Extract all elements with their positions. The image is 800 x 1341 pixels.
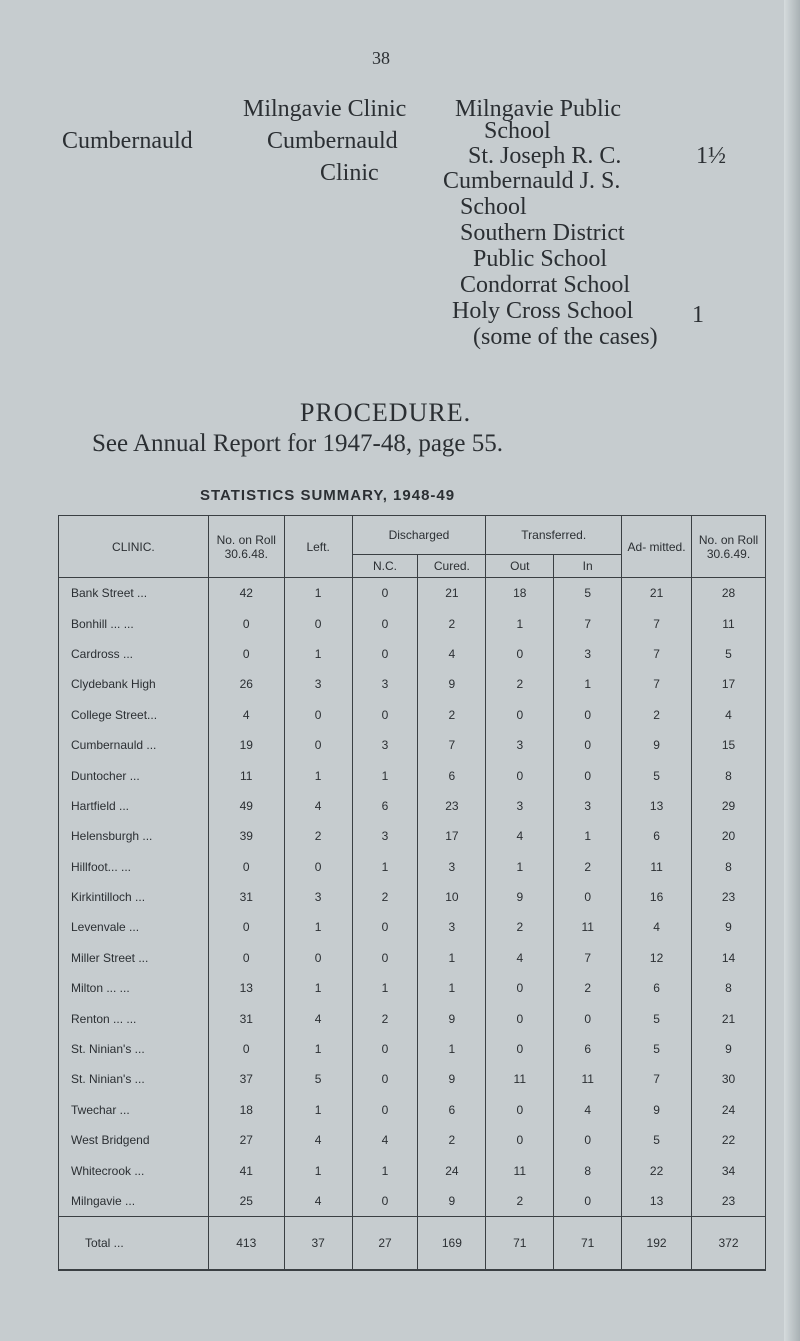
- table-cell: 22: [692, 1125, 766, 1155]
- table-cell: 7: [622, 669, 692, 699]
- table-cell: 28: [692, 578, 766, 609]
- table-row: [59, 1003, 766, 1033]
- text-col4: 1½: [696, 143, 726, 169]
- table-cell: 31: [208, 1003, 284, 1033]
- text-col3: St. Joseph R. C.: [468, 143, 622, 169]
- total-label-cell: Total ...: [59, 1217, 209, 1271]
- table-cell: 2: [554, 852, 622, 882]
- table-cell: 0: [554, 730, 622, 760]
- header-admitted: Ad- mitted.: [622, 516, 692, 578]
- text-col3: (some of the cases): [473, 324, 658, 350]
- table-cell: 30: [692, 1064, 766, 1094]
- table-cell: 21: [622, 578, 692, 609]
- table-cell: 23: [692, 1186, 766, 1217]
- table-cell: 0: [284, 943, 352, 973]
- table-cell: 23: [418, 791, 486, 821]
- table-cell: 0: [352, 912, 418, 942]
- table-cell: 7: [554, 608, 622, 638]
- table-cell: 6: [622, 821, 692, 851]
- table-cell: 23: [692, 882, 766, 912]
- text-col3: Public School: [473, 246, 608, 272]
- table-row: [59, 669, 766, 699]
- statistics-table: [58, 515, 766, 1271]
- table-cell: 0: [352, 1064, 418, 1094]
- table-cell: 1: [486, 608, 554, 638]
- table-cell: 0: [208, 852, 284, 882]
- table-cell: 15: [692, 730, 766, 760]
- table-cell: 9: [418, 1186, 486, 1217]
- table-cell: 4: [284, 1125, 352, 1155]
- table-cell: 20: [692, 821, 766, 851]
- page-edge: [784, 0, 800, 1341]
- table-cell: 11: [486, 1155, 554, 1185]
- table-cell: 3: [486, 730, 554, 760]
- text-col2: Milngavie Clinic: [243, 96, 407, 122]
- text-col2: Clinic: [320, 160, 379, 186]
- table-row: [59, 1125, 766, 1155]
- table-row: [59, 1095, 766, 1125]
- table-row: [59, 700, 766, 730]
- table-cell: 9: [692, 1034, 766, 1064]
- table-cell: 0: [554, 1186, 622, 1217]
- table-cell: 9: [418, 1003, 486, 1033]
- table-row: [59, 821, 766, 851]
- table-cell: 8: [692, 760, 766, 790]
- table-row: [59, 578, 766, 609]
- total-cell: 372: [692, 1217, 766, 1271]
- text-col2: Cumbernauld: [267, 128, 398, 154]
- table-cell: 3: [554, 639, 622, 669]
- table-cell: 0: [554, 700, 622, 730]
- table-cell: 3: [352, 669, 418, 699]
- table-cell: 4: [692, 700, 766, 730]
- table-cell: 4: [284, 1186, 352, 1217]
- table-cell: 2: [554, 973, 622, 1003]
- table-cell: 2: [486, 1186, 554, 1217]
- table-cell: 6: [554, 1034, 622, 1064]
- clinic-name-cell: College Street...: [59, 700, 209, 730]
- clinic-name-cell: Hartfield ...: [59, 791, 209, 821]
- table-cell: 0: [352, 639, 418, 669]
- table-cell: 11: [486, 1064, 554, 1094]
- table-row: [59, 730, 766, 760]
- table-cell: 0: [208, 639, 284, 669]
- table-cell: 18: [486, 578, 554, 609]
- table-cell: 0: [284, 730, 352, 760]
- header-left: Left.: [284, 516, 352, 578]
- table-cell: 5: [622, 1003, 692, 1033]
- header-discharged: Discharged: [352, 516, 486, 555]
- table-cell: 0: [554, 760, 622, 790]
- header-in: In: [554, 555, 622, 578]
- table-cell: 4: [352, 1125, 418, 1155]
- header-transferred: Transferred.: [486, 516, 622, 555]
- table-cell: 11: [554, 1064, 622, 1094]
- table-cell: 2: [418, 700, 486, 730]
- table-cell: 4: [554, 1095, 622, 1125]
- table-cell: 1: [418, 1034, 486, 1064]
- table-row: [59, 973, 766, 1003]
- clinic-name-cell: Levenvale ...: [59, 912, 209, 942]
- table-cell: 22: [622, 1155, 692, 1185]
- text-col4: 1: [692, 302, 704, 328]
- table-cell: 1: [418, 943, 486, 973]
- table-cell: 4: [486, 943, 554, 973]
- table-cell: 7: [418, 730, 486, 760]
- total-cell: 27: [352, 1217, 418, 1271]
- clinic-name-cell: Kirkintilloch ...: [59, 882, 209, 912]
- table-cell: 25: [208, 1186, 284, 1217]
- clinic-name-cell: Bonhill ... ...: [59, 608, 209, 638]
- table-cell: 0: [486, 700, 554, 730]
- table-cell: 0: [486, 1095, 554, 1125]
- table-cell: 1: [554, 669, 622, 699]
- table-cell: 0: [486, 1125, 554, 1155]
- table-cell: 5: [284, 1064, 352, 1094]
- table-row: [59, 1155, 766, 1185]
- clinic-name-cell: Bank Street ...: [59, 578, 209, 609]
- text-col3: Condorrat School: [460, 272, 630, 298]
- table-cell: 3: [284, 669, 352, 699]
- total-cell: 71: [554, 1217, 622, 1271]
- text-col3: School: [460, 194, 527, 220]
- table-cell: 3: [418, 852, 486, 882]
- table-cell: 3: [284, 882, 352, 912]
- table-cell: 9: [418, 1064, 486, 1094]
- clinic-name-cell: St. Ninian's ...: [59, 1064, 209, 1094]
- table-cell: 5: [692, 639, 766, 669]
- table-cell: 3: [486, 791, 554, 821]
- table-cell: 0: [352, 943, 418, 973]
- table-cell: 0: [352, 1186, 418, 1217]
- table-cell: 2: [352, 1003, 418, 1033]
- text-col3: School: [484, 118, 551, 144]
- table-cell: 0: [554, 1125, 622, 1155]
- table-cell: 21: [692, 1003, 766, 1033]
- table-cell: 11: [622, 852, 692, 882]
- table-cell: 37: [208, 1064, 284, 1094]
- table-row: [59, 1034, 766, 1064]
- table-cell: 7: [622, 608, 692, 638]
- clinic-name-cell: St. Ninian's ...: [59, 1034, 209, 1064]
- table-cell: 1: [418, 973, 486, 1003]
- header-out: Out: [486, 555, 554, 578]
- table-cell: 0: [284, 852, 352, 882]
- table-cell: 9: [692, 912, 766, 942]
- table-cell: 0: [352, 608, 418, 638]
- table-cell: 11: [692, 608, 766, 638]
- table-cell: 0: [208, 943, 284, 973]
- table-cell: 11: [208, 760, 284, 790]
- table-cell: 5: [554, 578, 622, 609]
- table-cell: 3: [418, 912, 486, 942]
- table-row: [59, 1186, 766, 1217]
- text-col1: Cumbernauld: [62, 128, 193, 154]
- table-cell: 6: [352, 791, 418, 821]
- clinic-name-cell: Cumbernauld ...: [59, 730, 209, 760]
- table-cell: 2: [284, 821, 352, 851]
- clinic-name-cell: Twechar ...: [59, 1095, 209, 1125]
- table-cell: 5: [622, 1034, 692, 1064]
- table-cell: 0: [486, 1003, 554, 1033]
- table-cell: 1: [284, 1095, 352, 1125]
- total-cell: 71: [486, 1217, 554, 1271]
- header-roll-start: No. on Roll 30.6.48.: [208, 516, 284, 578]
- table-cell: 24: [692, 1095, 766, 1125]
- table-cell: 0: [486, 1034, 554, 1064]
- table-cell: 0: [208, 1034, 284, 1064]
- table-cell: 29: [692, 791, 766, 821]
- clinic-name-cell: Milngavie ...: [59, 1186, 209, 1217]
- table-cell: 1: [352, 973, 418, 1003]
- table-cell: 5: [622, 760, 692, 790]
- table-cell: 1: [284, 1034, 352, 1064]
- table-cell: 16: [622, 882, 692, 912]
- table-cell: 0: [352, 1034, 418, 1064]
- table-cell: 27: [208, 1125, 284, 1155]
- table-cell: 0: [284, 700, 352, 730]
- table-cell: 3: [554, 791, 622, 821]
- table-cell: 21: [418, 578, 486, 609]
- table-cell: 17: [692, 669, 766, 699]
- table-cell: 4: [418, 639, 486, 669]
- text-col3: Holy Cross School: [452, 298, 634, 324]
- total-cell: 413: [208, 1217, 284, 1271]
- table-cell: 2: [352, 882, 418, 912]
- table-row: [59, 608, 766, 638]
- table-cell: 6: [418, 760, 486, 790]
- table-cell: 17: [418, 821, 486, 851]
- table-cell: 0: [208, 608, 284, 638]
- table-cell: 9: [622, 1095, 692, 1125]
- total-cell: 169: [418, 1217, 486, 1271]
- text-col3: Milngavie Public: [455, 96, 621, 122]
- table-cell: 0: [554, 1003, 622, 1033]
- clinic-name-cell: Whitecrook ...: [59, 1155, 209, 1185]
- stats-title: STATISTICS SUMMARY, 1948-49: [200, 487, 456, 504]
- table-cell: 1: [352, 1155, 418, 1185]
- table-cell: 4: [622, 912, 692, 942]
- clinic-name-cell: Hillfoot... ...: [59, 852, 209, 882]
- table-cell: 0: [352, 1095, 418, 1125]
- table-cell: 0: [352, 578, 418, 609]
- table-cell: 41: [208, 1155, 284, 1185]
- table-cell: 1: [352, 760, 418, 790]
- table-cell: 4: [486, 821, 554, 851]
- header-clinic: CLINIC.: [59, 516, 209, 578]
- table-cell: 8: [554, 1155, 622, 1185]
- total-cell: 192: [622, 1217, 692, 1271]
- table-cell: 7: [554, 943, 622, 973]
- table-cell: 9: [486, 882, 554, 912]
- table-cell: 19: [208, 730, 284, 760]
- table-cell: 34: [692, 1155, 766, 1185]
- table-cell: 11: [554, 912, 622, 942]
- table-cell: 8: [692, 973, 766, 1003]
- text-col3: Southern District: [460, 220, 625, 246]
- clinic-name-cell: Miller Street ...: [59, 943, 209, 973]
- table-cell: 10: [418, 882, 486, 912]
- table-cell: 26: [208, 669, 284, 699]
- table-row: [59, 912, 766, 942]
- table-cell: 14: [692, 943, 766, 973]
- table-cell: 0: [208, 912, 284, 942]
- header-nc: N.C.: [352, 555, 418, 578]
- table-cell: 0: [284, 608, 352, 638]
- table-cell: 12: [622, 943, 692, 973]
- table-row: [59, 943, 766, 973]
- table-cell: 4: [284, 791, 352, 821]
- clinic-name-cell: Duntocher ...: [59, 760, 209, 790]
- table-cell: 13: [622, 1186, 692, 1217]
- table-row: [59, 639, 766, 669]
- table-cell: 3: [352, 730, 418, 760]
- clinic-name-cell: West Bridgend: [59, 1125, 209, 1155]
- header-roll-end: No. on Roll 30.6.49.: [692, 516, 766, 578]
- table-cell: 24: [418, 1155, 486, 1185]
- table-cell: 13: [208, 973, 284, 1003]
- total-row: [59, 1217, 766, 1271]
- header-cured: Cured.: [418, 555, 486, 578]
- table-cell: 1: [352, 852, 418, 882]
- clinic-name-cell: Helensburgh ...: [59, 821, 209, 851]
- clinic-name-cell: Milton ... ...: [59, 973, 209, 1003]
- table-cell: 0: [486, 973, 554, 1003]
- table-row: [59, 882, 766, 912]
- clinic-name-cell: Cardross ...: [59, 639, 209, 669]
- table-row: [59, 852, 766, 882]
- table-cell: 2: [486, 912, 554, 942]
- table-cell: 7: [622, 1064, 692, 1094]
- table-row: [59, 1064, 766, 1094]
- table-cell: 1: [284, 639, 352, 669]
- table-cell: 1: [284, 912, 352, 942]
- table-cell: 0: [554, 882, 622, 912]
- table-cell: 6: [418, 1095, 486, 1125]
- table-cell: 13: [622, 791, 692, 821]
- table-cell: 5: [622, 1125, 692, 1155]
- table-cell: 39: [208, 821, 284, 851]
- table-cell: 0: [352, 700, 418, 730]
- text-col3: Cumbernauld J. S.: [443, 168, 621, 194]
- table-cell: 1: [284, 1155, 352, 1185]
- table-cell: 9: [418, 669, 486, 699]
- table-cell: 2: [622, 700, 692, 730]
- table-cell: 1: [486, 852, 554, 882]
- table-cell: 1: [284, 578, 352, 609]
- table-cell: 6: [622, 973, 692, 1003]
- table-cell: 2: [418, 608, 486, 638]
- table-cell: 2: [486, 669, 554, 699]
- clinic-name-cell: Renton ... ...: [59, 1003, 209, 1033]
- procedure-heading: PROCEDURE.: [300, 398, 472, 427]
- procedure-text: See Annual Report for 1947-48, page 55.: [92, 430, 504, 457]
- table-cell: 1: [284, 973, 352, 1003]
- table-cell: 49: [208, 791, 284, 821]
- table-cell: 0: [486, 639, 554, 669]
- table-cell: 1: [284, 760, 352, 790]
- table-cell: 2: [418, 1125, 486, 1155]
- table-cell: 0: [486, 760, 554, 790]
- table-cell: 42: [208, 578, 284, 609]
- clinic-name-cell: Clydebank High: [59, 669, 209, 699]
- page-number: 38: [372, 48, 390, 68]
- table-row: [59, 791, 766, 821]
- table-cell: 31: [208, 882, 284, 912]
- table-cell: 4: [208, 700, 284, 730]
- table-cell: 18: [208, 1095, 284, 1125]
- table-cell: 3: [352, 821, 418, 851]
- table-cell: 9: [622, 730, 692, 760]
- table-cell: 4: [284, 1003, 352, 1033]
- table-cell: 7: [622, 639, 692, 669]
- total-cell: 37: [284, 1217, 352, 1271]
- table-row: [59, 760, 766, 790]
- table-cell: 8: [692, 852, 766, 882]
- table-cell: 1: [554, 821, 622, 851]
